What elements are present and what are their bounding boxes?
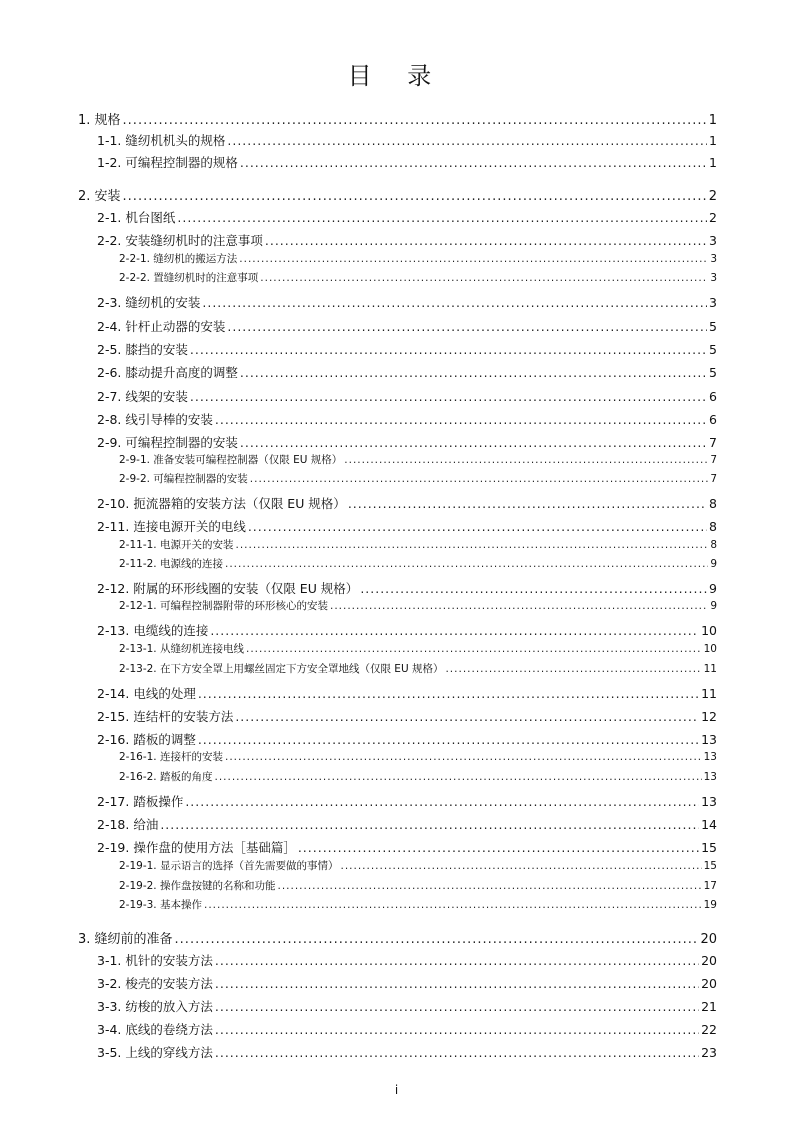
toc-dot-leader bbox=[123, 189, 707, 204]
toc-dot-leader bbox=[240, 365, 707, 380]
toc-entry-page: 5 bbox=[709, 342, 717, 357]
toc-dot-leader bbox=[214, 771, 701, 783]
toc-entry-title: 2-2. 安装缝纫机时的注意事项 bbox=[97, 233, 263, 248]
toc-dot-leader bbox=[360, 581, 707, 596]
toc-entry[interactable] bbox=[97, 730, 717, 748]
toc-entry-title: 2-4. 针杆止动器的安装 bbox=[97, 319, 226, 334]
toc-entry-page: 10 bbox=[701, 623, 717, 638]
toc-dot-leader bbox=[348, 496, 707, 511]
toc-entry-title: 2-2-2. 置缝纫机时的注意事项 bbox=[119, 272, 259, 284]
toc-entry-page: 5 bbox=[709, 365, 717, 380]
toc-entry[interactable] bbox=[97, 1043, 717, 1061]
toc-entry-title: 3-5. 上线的穿线方法 bbox=[97, 1045, 213, 1060]
toc-entry[interactable] bbox=[97, 707, 717, 725]
toc-entry[interactable] bbox=[97, 363, 717, 381]
toc-dot-leader bbox=[246, 643, 702, 655]
toc-entry[interactable] bbox=[119, 598, 717, 613]
toc-entry-page: 13 bbox=[701, 794, 717, 809]
toc-entry[interactable] bbox=[97, 579, 717, 597]
toc-entry-page: 22 bbox=[701, 1022, 717, 1037]
toc-dot-leader bbox=[160, 817, 699, 832]
toc-entry[interactable] bbox=[97, 340, 717, 358]
toc-entry[interactable] bbox=[119, 452, 717, 467]
toc-entry-title: 2-17. 踏板操作 bbox=[97, 794, 184, 809]
toc-entry-page: 3 bbox=[710, 272, 717, 284]
toc-entry-page: 20 bbox=[701, 953, 717, 968]
toc-entry-page: 6 bbox=[709, 389, 717, 404]
toc-entry[interactable] bbox=[97, 792, 717, 810]
toc-entry-page: 23 bbox=[701, 1045, 717, 1060]
toc-entry[interactable] bbox=[97, 387, 717, 405]
toc-entry-page: 11 bbox=[701, 686, 717, 701]
toc-entry-title: 3-1. 机针的安装方法 bbox=[97, 953, 213, 968]
toc-entry[interactable] bbox=[119, 556, 717, 571]
toc-dot-leader bbox=[330, 600, 708, 612]
toc-entry-title: 2-1. 机台图纸 bbox=[97, 210, 176, 225]
toc-entry[interactable] bbox=[97, 951, 717, 969]
toc-entry[interactable] bbox=[119, 897, 717, 912]
toc-dot-leader bbox=[248, 519, 707, 534]
toc-entry-title: 2-18. 给油 bbox=[97, 817, 159, 832]
toc-entry[interactable] bbox=[97, 293, 717, 311]
toc-entry[interactable] bbox=[78, 185, 717, 204]
toc-entry-page: 13 bbox=[703, 771, 717, 783]
toc-entry-title: 2-5. 膝挡的安装 bbox=[97, 342, 188, 357]
toc-entry-title: 1-2. 可编程控制器的规格 bbox=[97, 155, 238, 170]
toc-dot-leader bbox=[177, 210, 707, 225]
toc-entry[interactable] bbox=[97, 815, 717, 833]
toc-entry[interactable] bbox=[119, 749, 717, 764]
toc-dot-leader bbox=[215, 953, 699, 968]
toc-dot-leader bbox=[340, 860, 701, 872]
toc-entry-page: 1 bbox=[709, 155, 717, 170]
toc-dot-leader bbox=[240, 435, 707, 450]
toc-dot-leader bbox=[265, 233, 707, 248]
toc-entry[interactable] bbox=[97, 838, 717, 856]
toc-dot-leader bbox=[190, 389, 707, 404]
toc-dot-leader bbox=[235, 539, 708, 551]
toc-entry-page: 11 bbox=[703, 663, 717, 675]
toc-entry[interactable] bbox=[97, 317, 717, 335]
toc-dot-leader bbox=[175, 932, 699, 947]
toc-entry-title: 1-1. 缝纫机机头的规格 bbox=[97, 133, 226, 148]
toc-entry[interactable] bbox=[119, 270, 717, 285]
toc-entry[interactable] bbox=[97, 231, 717, 249]
toc-entry[interactable] bbox=[97, 997, 717, 1015]
toc-entry-page: 19 bbox=[703, 899, 717, 911]
toc-entry-title: 2-19-2. 操作盘按键的名称和功能 bbox=[119, 880, 276, 892]
toc-dot-leader bbox=[277, 880, 701, 892]
toc-dot-leader bbox=[204, 899, 702, 911]
toc-entry[interactable] bbox=[97, 153, 717, 171]
toc-entry-title: 2-11. 连接电源开关的电线 bbox=[97, 519, 246, 534]
toc-dot-leader bbox=[239, 253, 708, 265]
toc-entry[interactable] bbox=[119, 471, 717, 486]
toc-entry[interactable] bbox=[119, 661, 717, 676]
toc-dot-leader bbox=[225, 558, 708, 570]
toc-entry-page: 8 bbox=[709, 496, 717, 511]
toc-entry-title: 2-12. 附属的环形线圈的安装（仅限 EU 规格） bbox=[97, 581, 359, 596]
toc-entry[interactable] bbox=[119, 858, 717, 873]
toc-entry[interactable] bbox=[78, 928, 717, 947]
toc-entry-title: 2-8. 线引导棒的安装 bbox=[97, 412, 213, 427]
toc-entry-page: 5 bbox=[709, 319, 717, 334]
toc-entry-page: 9 bbox=[710, 600, 717, 612]
toc-entry-page: 20 bbox=[701, 976, 717, 991]
toc-entry-page: 9 bbox=[710, 558, 717, 570]
toc-entry-title: 2-11-2. 电源线的连接 bbox=[119, 558, 223, 570]
toc-dot-leader bbox=[344, 454, 708, 466]
toc-entry-page: 15 bbox=[701, 840, 717, 855]
toc-entry-page: 2 bbox=[708, 189, 717, 204]
toc-entry-page: 9 bbox=[709, 581, 717, 596]
toc-dot-leader bbox=[235, 709, 699, 724]
toc-entry[interactable] bbox=[97, 621, 717, 639]
toc-dot-leader bbox=[198, 686, 699, 701]
toc-entry-title: 2-7. 线架的安装 bbox=[97, 389, 188, 404]
toc-entry-title: 2-9-2. 可编程控制器的安装 bbox=[119, 473, 248, 485]
toc-entry-title: 2-15. 连结杆的安装方法 bbox=[97, 709, 234, 724]
toc-entry-page: 10 bbox=[703, 643, 717, 655]
toc-entry-title: 2-6. 膝动提升高度的调整 bbox=[97, 365, 238, 380]
toc-dot-leader bbox=[240, 155, 707, 170]
toc-entry-title: 2. 安装 bbox=[78, 189, 121, 204]
toc-dot-leader bbox=[260, 272, 708, 284]
toc-dot-leader bbox=[215, 412, 707, 427]
toc-dot-leader bbox=[215, 1045, 699, 1060]
toc-entry-title: 2-10. 扼流器箱的安装方法（仅限 EU 规格） bbox=[97, 496, 346, 511]
toc-entry-page: 7 bbox=[710, 454, 717, 466]
toc-entry-page: 12 bbox=[701, 709, 717, 724]
page-number: i bbox=[394, 1083, 399, 1097]
toc-entry[interactable] bbox=[119, 641, 717, 656]
toc-entry[interactable] bbox=[119, 251, 717, 266]
toc-entry-title: 2-19-1. 显示语言的选择（首先需要做的事情） bbox=[119, 860, 339, 872]
toc-entry-title: 2-13-1. 从缝纫机连接电线 bbox=[119, 643, 244, 655]
toc-entry-title: 2-9-1. 准备安装可编程控制器（仅限 EU 规格） bbox=[119, 454, 343, 466]
toc-entry-page: 21 bbox=[701, 999, 717, 1014]
toc-entry[interactable] bbox=[119, 769, 717, 784]
toc-entry-title: 2-16-2. 踏板的角度 bbox=[119, 771, 213, 783]
toc-entry-page: 3 bbox=[709, 295, 717, 310]
toc-entry-title: 1. 规格 bbox=[78, 113, 121, 128]
toc-entry[interactable] bbox=[97, 517, 717, 535]
toc-entry-page: 13 bbox=[701, 732, 717, 747]
toc-entry-title: 2-16. 踏板的调整 bbox=[97, 732, 196, 747]
toc-entry-title: 3-2. 梭壳的安装方法 bbox=[97, 976, 213, 991]
toc-entry[interactable] bbox=[97, 974, 717, 992]
toc-dot-leader bbox=[210, 623, 699, 638]
toc-dot-leader bbox=[227, 133, 707, 148]
toc-entry-title: 2-14. 电线的处理 bbox=[97, 686, 196, 701]
toc-dot-leader bbox=[190, 342, 707, 357]
toc-dot-leader bbox=[250, 473, 709, 485]
toc-dot-leader bbox=[198, 732, 699, 747]
toc-entry-page: 8 bbox=[710, 539, 717, 551]
toc-entry-title: 3-4. 底线的卷绕方法 bbox=[97, 1022, 213, 1037]
toc-entry[interactable] bbox=[119, 537, 717, 552]
toc-entry-title: 3. 缝纫前的准备 bbox=[78, 932, 173, 947]
toc-dot-leader bbox=[298, 840, 699, 855]
toc-entry-title: 2-9. 可编程控制器的安装 bbox=[97, 435, 238, 450]
toc-entry-title: 2-3. 缝纫机的安装 bbox=[97, 295, 201, 310]
toc-entry[interactable] bbox=[97, 410, 717, 428]
toc-entry-title: 2-12-1. 可编程控制器附带的环形核心的安装 bbox=[119, 600, 328, 612]
toc-entry[interactable] bbox=[97, 684, 717, 702]
toc-entry-page: 1 bbox=[708, 113, 717, 128]
toc-entry-title: 3-3. 纺梭的放入方法 bbox=[97, 999, 213, 1014]
toc-entry-page: 3 bbox=[710, 253, 717, 265]
toc-entry-title: 2-11-1. 电源开关的安装 bbox=[119, 539, 234, 551]
toc-entry-title: 2-2-1. 缝纫机的搬运方法 bbox=[119, 253, 238, 265]
toc-dot-leader bbox=[185, 794, 699, 809]
toc-entry[interactable] bbox=[119, 878, 717, 893]
toc-entry[interactable] bbox=[97, 433, 717, 451]
toc-entry-page: 7 bbox=[709, 435, 717, 450]
toc-entry-page: 17 bbox=[703, 880, 717, 892]
toc-entry-title: 2-13-2. 在下方安全罩上用螺丝固定下方安全罩地线（仅限 EU 规格） bbox=[119, 663, 444, 675]
toc-entry-page: 20 bbox=[700, 932, 717, 947]
toc-entry-page: 1 bbox=[709, 133, 717, 148]
toc-entry-page: 7 bbox=[710, 473, 717, 485]
toc-entry[interactable] bbox=[97, 131, 717, 149]
toc-dot-leader bbox=[445, 663, 701, 675]
toc-dot-leader bbox=[215, 976, 699, 991]
toc-dot-leader bbox=[225, 751, 702, 763]
toc-entry-title: 2-16-1. 连接杆的安装 bbox=[119, 751, 223, 763]
toc-entry-page: 3 bbox=[709, 233, 717, 248]
toc-entry-page: 14 bbox=[701, 817, 717, 832]
toc-dot-leader bbox=[227, 319, 707, 334]
toc-entry-page: 6 bbox=[709, 412, 717, 427]
toc-dot-leader bbox=[202, 295, 707, 310]
toc-entry-page: 15 bbox=[703, 860, 717, 872]
toc-dot-leader bbox=[215, 999, 699, 1014]
toc-entry[interactable] bbox=[97, 208, 717, 226]
toc-entry-title: 2-19. 操作盘的使用方法［基础篇］ bbox=[97, 840, 296, 855]
toc-entry[interactable] bbox=[97, 494, 717, 512]
toc-dot-leader bbox=[215, 1022, 699, 1037]
toc-entry-title: 2-19-3. 基本操作 bbox=[119, 899, 202, 911]
page-title: 目 录 bbox=[347, 62, 446, 90]
toc-entry[interactable] bbox=[78, 109, 717, 128]
toc-entry-page: 2 bbox=[709, 210, 717, 225]
toc-entry-page: 8 bbox=[709, 519, 717, 534]
toc-entry[interactable] bbox=[97, 1020, 717, 1038]
toc-dot-leader bbox=[123, 113, 707, 128]
toc-entry-title: 2-13. 电缆线的连接 bbox=[97, 623, 209, 638]
toc-entry-page: 13 bbox=[703, 751, 717, 763]
